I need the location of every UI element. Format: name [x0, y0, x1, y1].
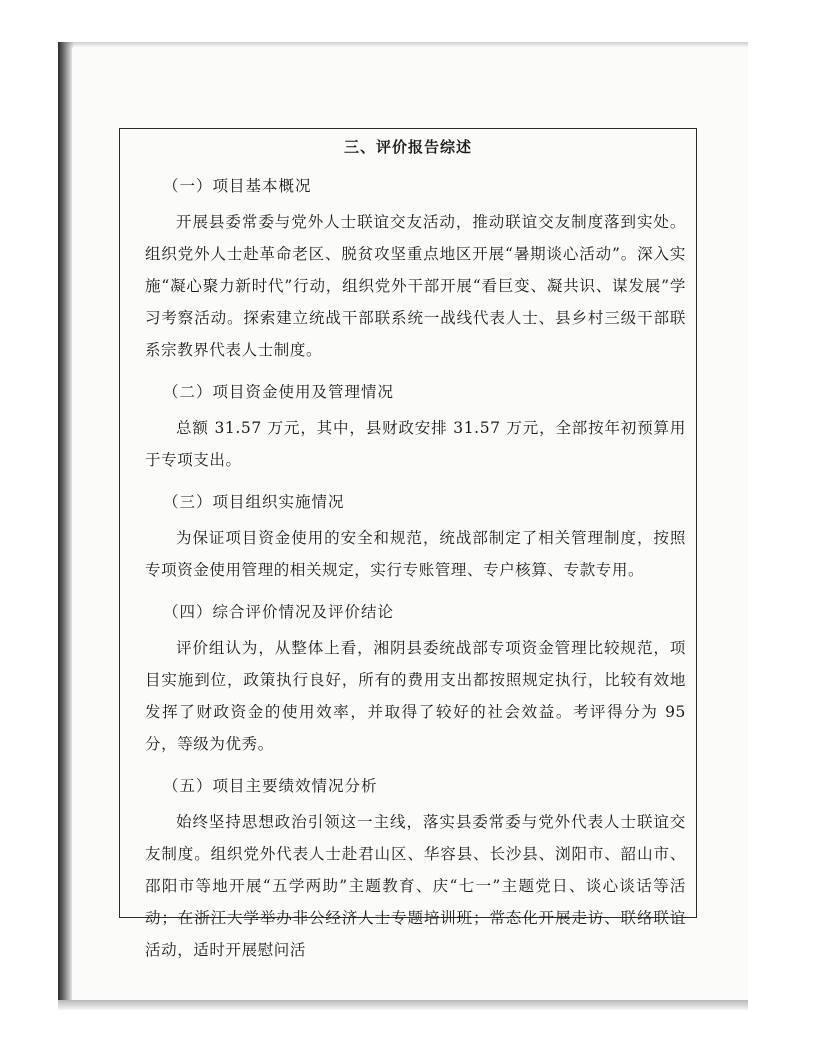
paragraph-performance-analysis: 始终坚持思想政治引领这一主线，落实县委常委与党外代表人士联谊交友制度。组织党外代表人士赴君山区、华容县、长沙县、浏阳市、韶山市、邵阳市等地开展“五学两助”主题教育、庆“七一”主题党日、谈心谈话等活动；在浙江大学举办非公经济人士专题培训班；常态化开展走访、联络联谊活动，适时开展慰问活 [145, 813, 686, 959]
paragraph-implementation: 为保证项目资金使用的安全和规范，统战部制定了相关管理制度，按照专项资金使用管理的相关规定，实行专账管理、专户核算、专款专用。 [145, 529, 686, 579]
section-title: 三、评价报告综述 [343, 138, 472, 156]
heading-implementation: （三）项目组织实施情况 [163, 493, 345, 511]
scan-shadow-bottom [58, 1000, 748, 1010]
report-content [120, 132, 696, 972]
heading-fund-usage: （二）项目资金使用及管理情况 [163, 383, 395, 401]
heading-performance-analysis: （五）项目主要绩效情况分析 [163, 777, 378, 795]
heading-basic-overview: （一）项目基本概况 [163, 177, 312, 195]
paragraph-evaluation-conclusion: 评价组认为，从整体上看，湘阴县委统战部专项资金管理比较规范，项目实施到位，政策执行良好，所有的费用支出都按照规定执行，比较有效地发挥了财政资金的使用效率，并取得了较好的社会效益。考评得分为 95 分，等级为优秀。 [145, 639, 686, 753]
heading-evaluation-conclusion: （四）综合评价情况及评价结论 [163, 603, 395, 621]
paragraph-fund-usage: 总额 31.57 万元，其中，县财政安排 31.57 万元，全部按年初预算用于专项支出。 [145, 419, 686, 469]
paragraph-basic-overview: 开展县委常委与党外人士联谊交友活动，推动联谊交友制度落到实处。组织党外人士赴革命老区、脱贫攻坚重点地区开展“暑期谈心活动”。深入实施“凝心聚力新时代”行动，组织党外干部开展“看巨变、凝共识、谋发展”学习考察活动。探索建立统战干部联系统一战线代表人士、县乡村三级干部联系宗教界代表人士制度。 [145, 213, 686, 359]
